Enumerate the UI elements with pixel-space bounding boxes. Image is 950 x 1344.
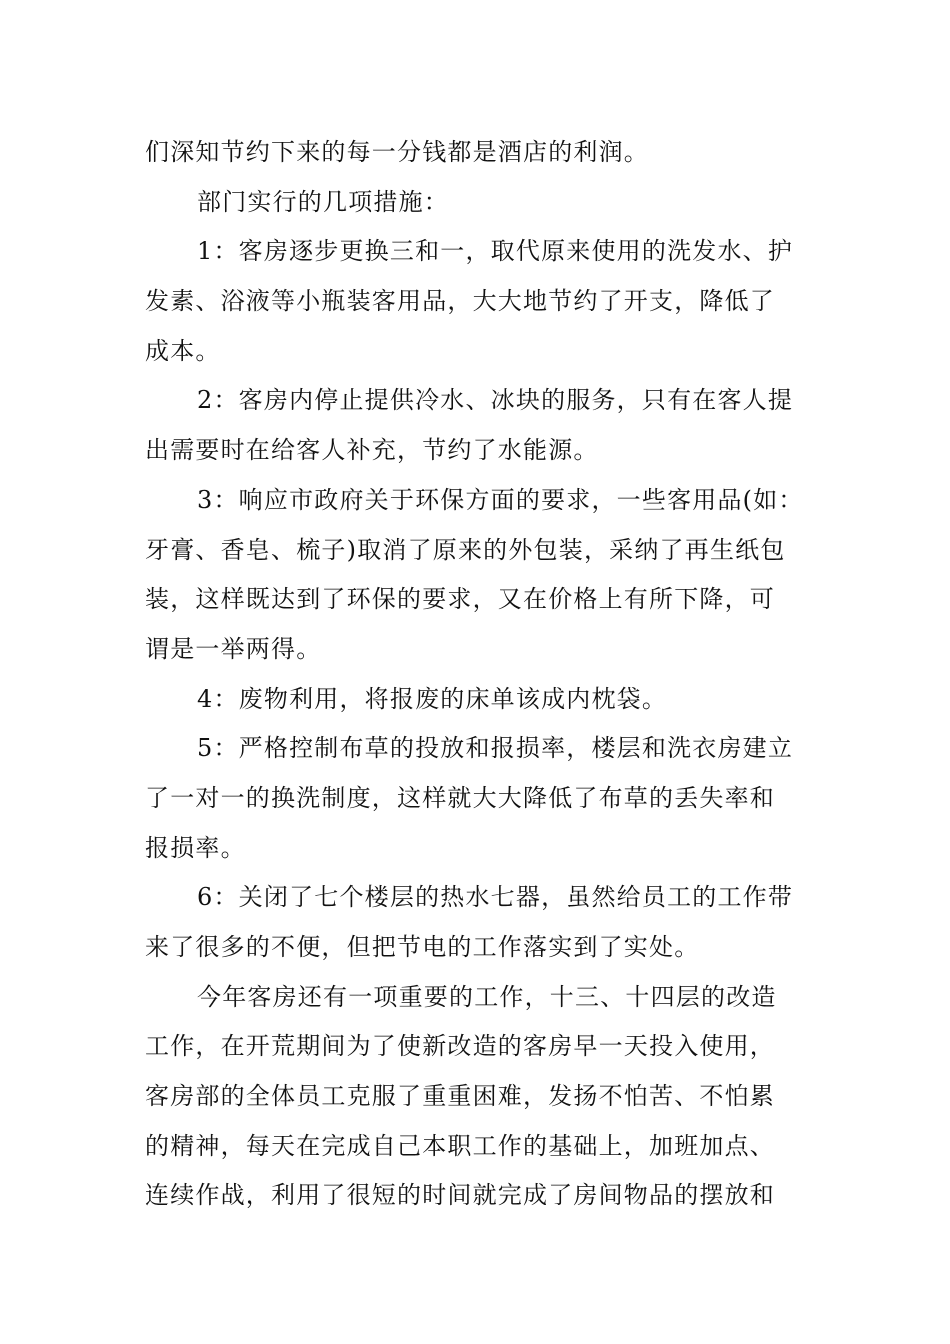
text-line-21: 的精神，每天在完成自己本职工作的基础上，加班加点、 <box>145 1131 775 1160</box>
text-line-3: 1：客房逐步更换三和一，取代原来使用的洗发水、护 <box>197 237 794 266</box>
text-line-22: 连续作战，利用了很短的时间就完成了房间物品的摆放和 <box>145 1181 775 1210</box>
text-line-15: 报损率。 <box>145 833 246 862</box>
text-line-20: 客房部的全体员工克服了重重困难，发扬不怕苦、不怕累 <box>145 1082 775 1111</box>
text-line-14: 了一对一的换洗制度，这样就大大降低了布草的丢失率和 <box>145 783 775 812</box>
text-line-9: 牙膏、香皂、梳子)取消了原来的外包装，采纳了再生纸包 <box>145 535 786 564</box>
text-line-19: 工作，在开荒期间为了使新改造的客房早一天投入使用， <box>145 1032 775 1061</box>
text-line-4: 发素、浴液等小瓶装客用品，大大地节约了开支，降低了 <box>145 287 775 316</box>
text-line-1: 们深知节约下来的每一分钱都是酒店的利润。 <box>145 138 649 166</box>
text-line-5: 成本。 <box>145 336 221 365</box>
text-line-2: 部门实行的几项措施： <box>197 187 449 216</box>
text-line-17: 来了很多的不便，但把节电的工作落实到了实处。 <box>145 933 700 961</box>
text-line-8: 3：响应市政府关于环保方面的要求，一些客用品(如： <box>197 485 804 514</box>
text-line-13: 5：严格控制布草的投放和报损率，楼层和洗衣房建立 <box>197 734 794 763</box>
text-line-16: 6：关闭了七个楼层的热水七器，虽然给员工的工作带 <box>197 883 794 912</box>
text-line-11: 谓是一举两得。 <box>145 634 322 663</box>
text-line-12: 4：废物利用，将报废的床单该成内枕袋。 <box>197 684 668 713</box>
text-line-6: 2：客房内停止提供冷水、冰块的服务，只有在客人提 <box>197 386 794 415</box>
text-line-18: 今年客房还有一项重要的工作，十三、十四层的改造 <box>197 982 777 1011</box>
text-line-10: 装，这样既达到了环保的要求，又在价格上有所下降，可 <box>145 585 775 614</box>
text-line-7: 出需要时在给客人补充，节约了水能源。 <box>145 436 599 465</box>
body-text <box>145 128 825 1221</box>
